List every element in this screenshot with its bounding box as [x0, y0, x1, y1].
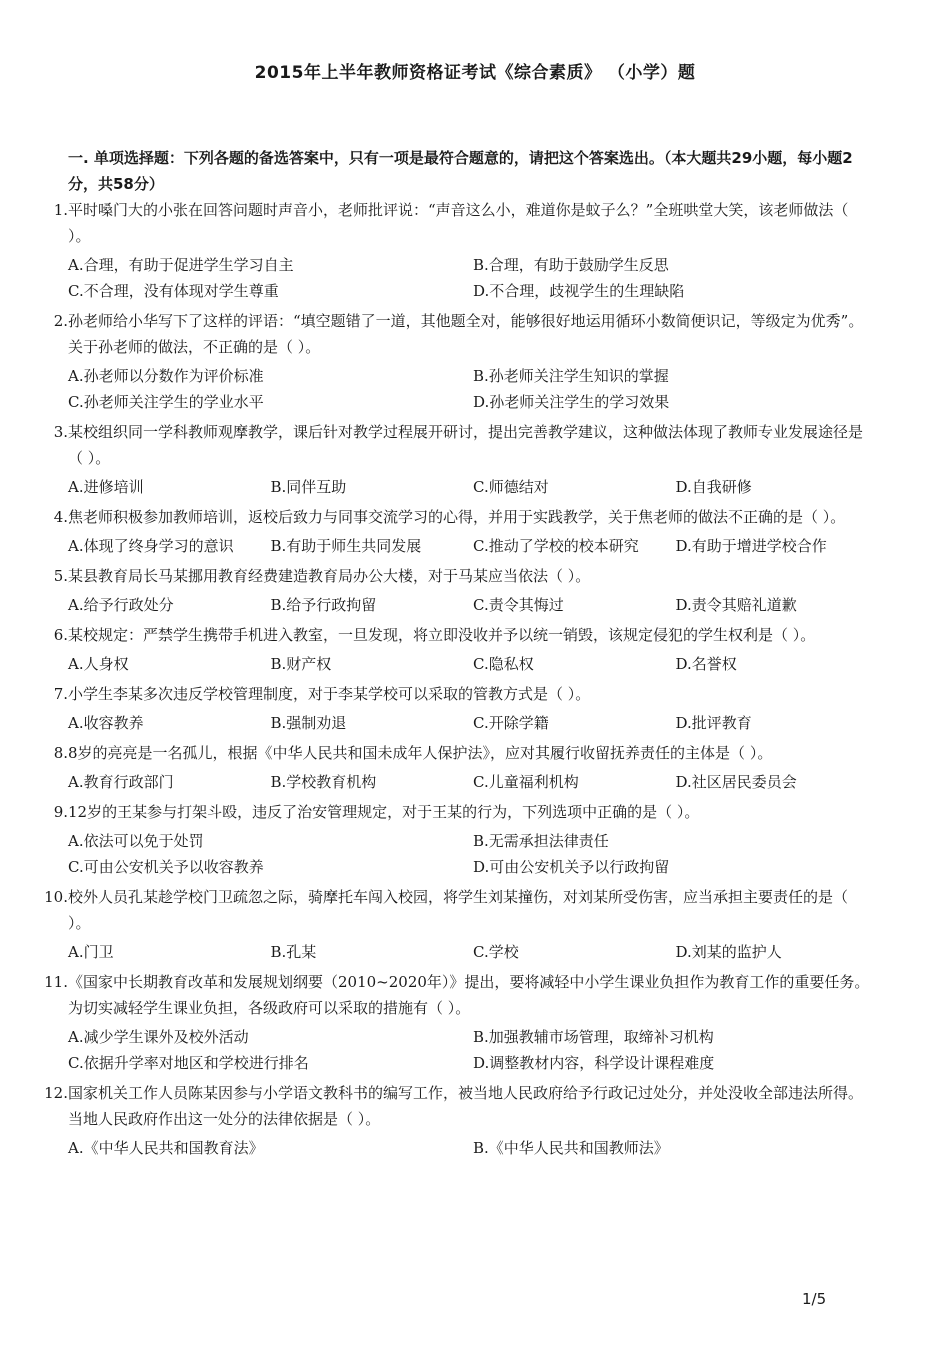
- answer-option: D.责令其赔礼道歉: [675, 596, 797, 614]
- question-number: 3.: [53, 423, 68, 441]
- document-title: 2015年上半年教师资格证考试《综合素质》 （小学）题: [254, 63, 696, 83]
- question-text: 平时嗓门大的小张在回答问题时声音小，老师批评说：“声音这么小，难道你是蚊子么？”全班哄堂大笑，该老师做法（ ）。: [68, 201, 849, 245]
- answer-option: B.同伴互助: [270, 478, 347, 496]
- answer-option: A.给予行政处分: [68, 596, 174, 614]
- answer-option: A.门卫: [68, 943, 114, 961]
- options-row: [68, 769, 878, 795]
- question-item: [0, 622, 950, 681]
- question-number: 9.: [53, 803, 68, 821]
- answer-option: A.体现了终身学习的意识: [68, 537, 234, 555]
- options-row: [68, 854, 878, 880]
- answer-option: D.名誉权: [675, 655, 737, 673]
- question-number: 5.: [53, 567, 68, 585]
- options-block: [68, 825, 878, 884]
- question-stem: [0, 969, 874, 1021]
- question-item: [0, 197, 950, 308]
- question-item: [0, 681, 950, 740]
- question-item: [0, 504, 950, 563]
- question-stem: [0, 740, 874, 766]
- answer-option: C.不合理，没有体现对学生尊重: [68, 282, 279, 300]
- options-block: [68, 471, 878, 504]
- answer-option: B.给予行政拘留: [270, 596, 377, 614]
- options-row: [68, 828, 878, 854]
- question-text: 国家机关工作人员陈某因参与小学语文教科书的编写工作，被当地人民政府给予行政记过处分，并处没收全部违法所得。当地人民政府作出这一处分的法律依据是（ ）。: [68, 1084, 864, 1128]
- question-stem: [0, 563, 874, 589]
- answer-option: C.开除学籍: [473, 714, 549, 732]
- question-item: [0, 419, 950, 504]
- question-stem: [0, 419, 874, 471]
- options-block: [68, 1132, 878, 1165]
- options-row: [68, 389, 878, 415]
- question-stem: [0, 504, 874, 530]
- question-item: [0, 969, 950, 1080]
- question-number: 10.: [44, 888, 68, 906]
- options-row: [68, 533, 878, 559]
- question-text: 某县教育局长马某挪用教育经费建造教育局办公大楼，对于马某应当依法（ ）。: [68, 567, 591, 585]
- options-row: [68, 710, 878, 736]
- question-number: 6.: [53, 626, 68, 644]
- answer-option: C.学校: [473, 943, 519, 961]
- question-number: 1.: [53, 201, 68, 219]
- options-row: [68, 592, 878, 618]
- answer-option: D.调整教材内容，科学设计课程难度: [473, 1054, 715, 1072]
- options-block: [68, 249, 878, 308]
- answer-option: D.不合理，歧视学生的生理缺陷: [473, 282, 685, 300]
- question-item: [0, 884, 950, 969]
- answer-option: A.依法可以免于处罚: [68, 832, 204, 850]
- options-row: [68, 474, 878, 500]
- answer-option: A.收容教养: [68, 714, 144, 732]
- question-item: [0, 563, 950, 622]
- question-text: 焦老师积极参加教师培训，返校后致力与同事交流学习的心得，并用于实践教学，关于焦老师的做法不正确的是（ ）。: [68, 508, 846, 526]
- answer-option: D.刘某的监护人: [675, 943, 782, 961]
- question-item: [0, 1080, 950, 1165]
- answer-option: C.责令其悔过: [473, 596, 564, 614]
- answer-option: C.依据升学率对地区和学校进行排名: [68, 1054, 309, 1072]
- options-row: [68, 1024, 878, 1050]
- question-text: 孙老师给小华写下了这样的评语：“填空题错了一道，其他题全对，能够很好地运用循环小数简便识记，等级定为优秀”。关于孙老师的做法，不正确的是（ ）。: [68, 312, 864, 356]
- answer-option: B.学校教育机构: [270, 773, 377, 791]
- options-row: [68, 252, 878, 278]
- answer-option: B.合理，有助于鼓励学生反思: [473, 256, 669, 274]
- answer-option: D.可由公安机关予以行政拘留: [473, 858, 670, 876]
- question-text: 校外人员孔某趁学校门卫疏忽之际，骑摩托车闯入校园，将学生刘某撞伤，对刘某所受伤害，应当承担主要责任的是（ ）。: [68, 888, 849, 932]
- question-number: 11.: [44, 973, 68, 991]
- question-number: 8.: [53, 744, 68, 762]
- answer-option: D.社区居民委员会: [675, 773, 797, 791]
- question-item: [0, 799, 950, 884]
- options-block: [68, 1021, 878, 1080]
- question-number: 12.: [44, 1084, 68, 1102]
- answer-option: D.有助于增进学校合作: [675, 537, 827, 555]
- answer-option: C.孙老师关注学生的学业水平: [68, 393, 264, 411]
- question-stem: [0, 1080, 874, 1132]
- options-block: [68, 360, 878, 419]
- options-block: [68, 766, 878, 799]
- question-item: [0, 740, 950, 799]
- answer-option: B.无需承担法律责任: [473, 832, 609, 850]
- options-block: [68, 530, 878, 563]
- answer-option: C.师德结对: [473, 478, 549, 496]
- answer-option: B.有助于师生共同发展: [270, 537, 422, 555]
- question-stem: [0, 308, 874, 360]
- answer-option: D.批评教育: [675, 714, 752, 732]
- question-text: 某校规定：严禁学生携带手机进入教室，一旦发现，将立即没收并予以统一销毁，该规定侵犯的学生权利是（ ）。: [68, 626, 816, 644]
- answer-option: B.《中华人民共和国教师法》: [473, 1139, 669, 1157]
- options-block: [68, 936, 878, 969]
- question-stem: [0, 197, 874, 249]
- answer-option: A.人身权: [68, 655, 129, 673]
- options-row: [68, 1135, 878, 1161]
- question-stem: [0, 681, 874, 707]
- question-number: 2.: [53, 312, 68, 330]
- question-list: [0, 197, 950, 1165]
- page-number: 1/5: [802, 1290, 827, 1308]
- section-header: 一. 单项选择题：下列各题的备选答案中，只有一项是最符合题意的，请把这个答案选出。（本大题共29小题，每小题2分，共58分）: [68, 149, 853, 193]
- options-block: [68, 648, 878, 681]
- answer-option: A.《中华人民共和国教育法》: [68, 1139, 264, 1157]
- question-text: 某校组织同一学科教师观摩教学，课后针对教学过程展开研讨，提出完善教学建议，这种做法体现了教师专业发展途径是（ ）。: [68, 423, 864, 467]
- options-row: [68, 363, 878, 389]
- options-row: [68, 1050, 878, 1076]
- answer-option: C.可由公安机关予以收容教养: [68, 858, 264, 876]
- question-number: 4.: [53, 508, 68, 526]
- question-item: [0, 308, 950, 419]
- answer-option: A.合理，有助于促进学生学习自主: [68, 256, 294, 274]
- answer-option: D.孙老师关注学生的学习效果: [473, 393, 670, 411]
- question-number: 7.: [53, 685, 68, 703]
- options-row: [68, 939, 878, 965]
- answer-option: A.进修培训: [68, 478, 144, 496]
- question-text: 小学生李某多次违反学校管理制度，对于李某学校可以采取的管教方式是（ ）。: [68, 685, 591, 703]
- answer-option: B.加强教辅市场管理，取缔补习机构: [473, 1028, 714, 1046]
- answer-option: B.财产权: [270, 655, 332, 673]
- question-text: 8岁的亮亮是一名孤儿，根据《中华人民共和国未成年人保护法》，应对其履行收留抚养责任的主体是（ ）。: [68, 744, 773, 762]
- options-row: [68, 651, 878, 677]
- answer-option: C.推动了学校的校本研究: [473, 537, 639, 555]
- answer-option: B.孔某: [270, 943, 317, 961]
- question-stem: [0, 884, 874, 936]
- answer-option: D.自我研修: [675, 478, 752, 496]
- answer-option: A.教育行政部门: [68, 773, 174, 791]
- options-block: [68, 589, 878, 622]
- answer-option: C.隐私权: [473, 655, 534, 673]
- answer-option: B.强制劝退: [270, 714, 347, 732]
- answer-option: B.孙老师关注学生知识的掌握: [473, 367, 669, 385]
- question-text: 12岁的王某参与打架斗殴，违反了治安管理规定，对于王某的行为，下列选项中正确的是（ ）。: [68, 803, 700, 821]
- question-stem: [0, 622, 874, 648]
- options-row: [68, 278, 878, 304]
- question-text: 《国家中长期教育改革和发展规划纲要（2010~2020年）》提出，要将减轻中小学生课业负担作为教育工作的重要任务。为切实减轻学生课业负担，各级政府可以采取的措施有（ ）。: [68, 973, 870, 1017]
- answer-option: A.减少学生课外及校外活动: [68, 1028, 249, 1046]
- answer-option: C.儿童福利机构: [473, 773, 579, 791]
- options-block: [68, 707, 878, 740]
- question-stem: [0, 799, 874, 825]
- answer-option: A.孙老师以分数作为评价标准: [68, 367, 264, 385]
